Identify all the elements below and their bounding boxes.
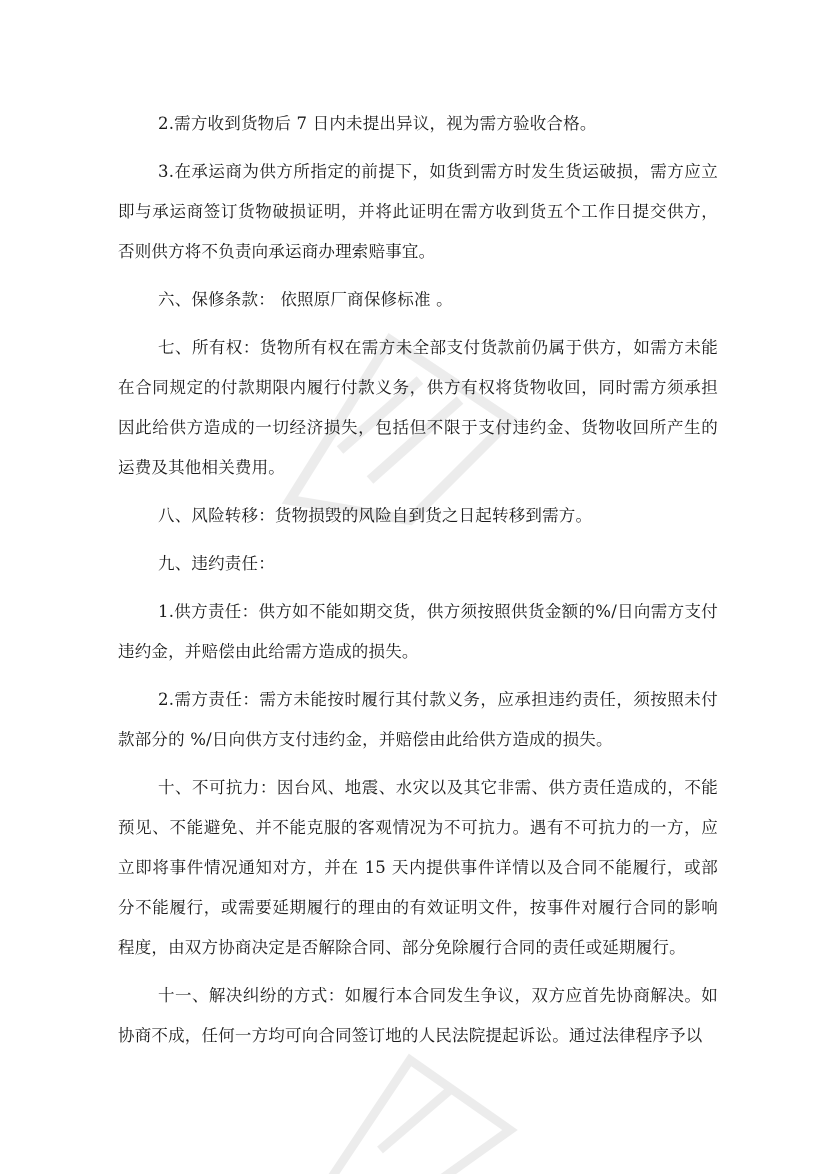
paragraph: 八、风险转移：货物损毁的风险自到货之日起转移到需方。 [158,506,593,525]
paragraph: 六、保修条款： 依照原厂商保修标准 。 [158,290,453,309]
paragraph: 九、违约责任： [158,554,275,573]
paragraph: 3.在承运商为供方所指定的前提下，如货到需方时发生货运破损，需方应立即与承运商签订货物破损证明，并将此证明在需方收到货五个工作日提交供方，否则供方将不负责向承运商办理索赔事宜。 [118,162,718,261]
paragraph: 十一、解决纠纷的方式：如履行本合同发生争议，双方应首先协商解决。如协商不成，任何一方均可向合同签订地的人民法院提起诉讼。通过法律程序予以 [118,986,718,1045]
paragraph: 2.需方收到货物后 7 日内未提出异议，视为需方验收合格。 [158,114,597,133]
paragraph: 2.需方责任：需方未能按时履行其付款义务，应承担违约责任，须按照未付款部分的 %/日向供方支付违约金，并赔偿由此给供方造成的损失。 [118,690,718,749]
contract-body [118,104,718,1064]
paragraph: 十、不可抗力：因台风、地震、水灾以及其它非需、供方责任造成的，不能预见、不能避免、并不能克服的客观情况为不可抗力。遇有不可抗力的一方，应立即将事件情况通知对方，并在 15 天内提供事件详情以及合同不能履行，或部分不能履行，或需要延期履行的理由的有效证明文件，按事件对履行合同的影响程度，由双方协商决定是否解除合同、部分免除履行合同的责任或延期履行。 [118,778,718,957]
paragraph: 1.供方责任：供方如不能如期交货，供方须按照供货金额的%/日向需方支付违约金，并赔偿由此给需方造成的损失。 [118,602,718,661]
paragraph: 七、所有权：货物所有权在需方未全部支付货款前仍属于供方，如需方未能在合同规定的付款期限内履行付款义务，供方有权将货物收回，同时需方须承担因此给供方造成的一切经济损失，包括但不限于支付违约金、货物收回所产生的运费及其他相关费用。 [118,338,718,477]
